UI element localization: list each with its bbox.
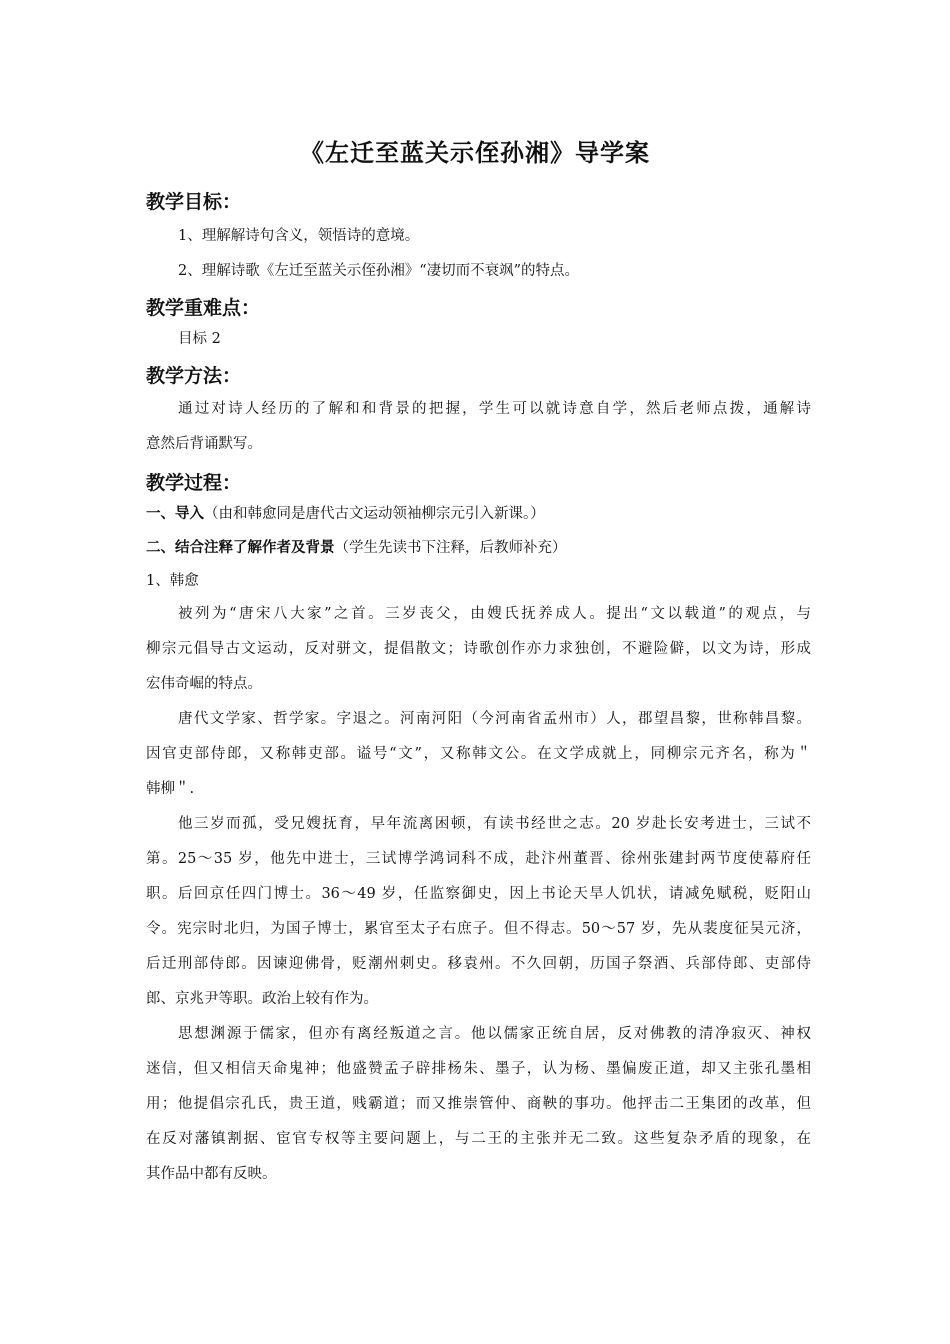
method-heading: 教学方法：	[146, 365, 242, 387]
method-line-2: 意然后背诵默写。	[146, 436, 262, 452]
paragraph-line: 其作品中都有反映。	[146, 1166, 277, 1182]
paragraph-line: 令。宪宗时北归，为国子博士，累官至太子右庶子。但不得志。50～57 岁，先从裴度征吴元济，	[146, 921, 811, 937]
page-title: 《左迁至蓝关示侄孙湘》导学案	[300, 139, 650, 167]
difficulty-text: 目标 2	[178, 331, 221, 347]
paragraph-line: 郎、京兆尹等职。政治上较有作为。	[146, 991, 378, 1007]
section-2	[146, 538, 811, 558]
process-heading: 教学过程：	[146, 472, 242, 494]
paragraph-line: 被列为“唐宋八大家”之首。三岁丧父，由嫂氏抚养成人。提出“文以载道”的观点，与	[178, 606, 811, 622]
subsection-1: 1、韩愈	[146, 573, 199, 589]
paragraph-line: 用；他提倡宗孔氏，贵王道，贱霸道；而又推崇管仲、商鞅的事功。他抨击二王集团的改革，但	[146, 1096, 811, 1112]
goal-item-2: 2、理解诗歌《左迁至蓝关示侄孙湘》“凄切而不衰飒”的特点。	[178, 263, 580, 279]
section-2-note: （学生先读书下注释，后教师补充）	[334, 540, 567, 556]
paragraph-line: 他三岁而孤，受兄嫂抚育，早年流离困顿，有读书经世之志。20 岁赴长安考进士，三试不	[178, 816, 811, 832]
goals-heading: 教学目标：	[146, 191, 242, 213]
section-1	[146, 504, 811, 524]
paragraph-line: 思想渊源于儒家，但亦有离经叛道之言。他以儒家正统自居，反对佛教的清净寂灭、神权	[178, 1026, 811, 1042]
method-line-1: 通过对诗人经历的了解和和背景的把握，学生可以就诗意自学，然后老师点拨，通解诗	[178, 401, 811, 417]
section-1-note: （由和韩愈同是唐代古文运动领袖柳宗元引入新课。）	[204, 506, 545, 522]
paragraph-line: 职。后回京任四门博士。36～49 岁，任监察御史，因上书论天旱人饥状，请减免赋税，贬阳山	[146, 886, 811, 902]
paragraph-line: 迷信，但又相信天命鬼神；他盛赞孟子辟排杨朱、墨子，认为杨、墨偏废正道，却又主张孔墨相	[146, 1061, 811, 1077]
section-2-title: 二、结合注释了解作者及背景	[146, 540, 335, 556]
paragraph-line: 柳宗元倡导古文运动，反对骈文，提倡散文；诗歌创作亦力求独创，不避险僻，以文为诗，形成	[146, 641, 811, 657]
paragraph-line: 后迁刑部侍郎。因谏迎佛骨，贬潮州刺史。移袁州。不久回朝，历国子祭酒、兵部侍郎、吏部侍	[146, 956, 811, 972]
paragraph-line: 在反对藩镇割据、宦官专权等主要问题上，与二王的主张并无二致。这些复杂矛盾的现象，在	[146, 1131, 811, 1147]
difficulty-heading: 教学重难点：	[146, 297, 261, 319]
paragraph-line: 韩柳＂.	[146, 781, 195, 797]
goal-item-1: 1、理解解诗句含义，领悟诗的意境。	[178, 228, 420, 244]
section-1-title: 一、导入	[146, 506, 204, 522]
paragraph-line: 因官吏部侍郎，又称韩吏部。谥号“文”，又称韩文公。在文学成就上，同柳宗元齐名，称为＂	[146, 746, 811, 762]
paragraph-line: 第。25～35 岁，他先中进士，三试博学鸿词科不成，赴汴州董晋、徐州张建封两节度使幕府任	[146, 851, 811, 867]
paragraph-line: 唐代文学家、哲学家。字退之。河南河阳（今河南省孟州市）人，郡望昌黎，世称韩昌黎。	[178, 711, 811, 727]
paragraph-line: 宏伟奇崛的特点。	[146, 676, 262, 692]
